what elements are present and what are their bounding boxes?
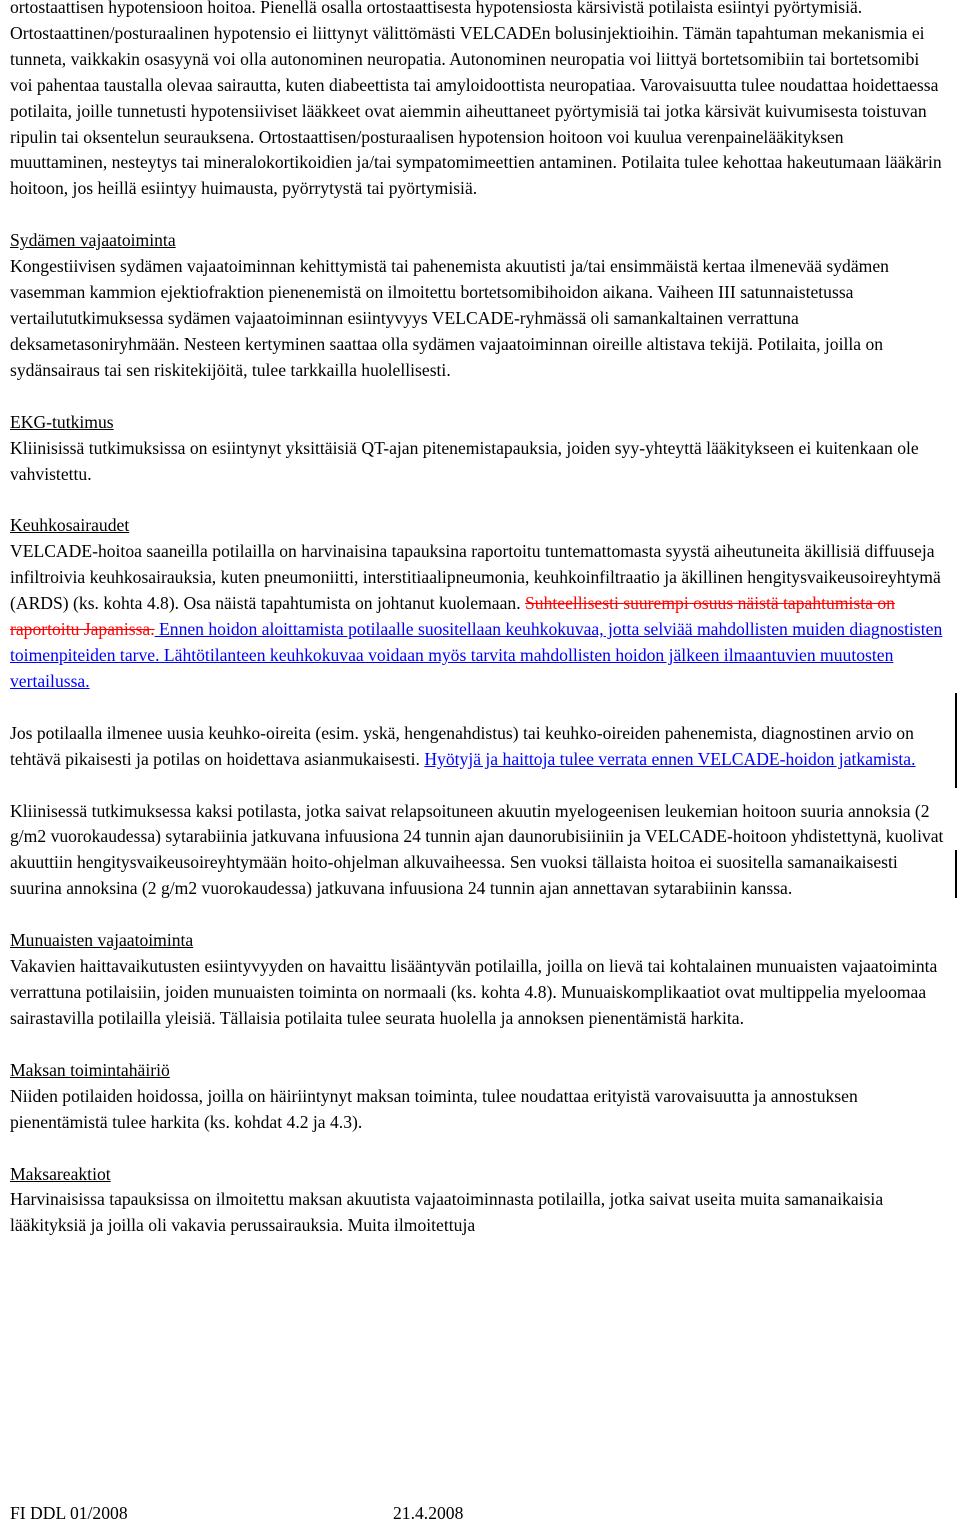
aml-study-paragraph: Kliinisessä tutkimuksessa kaksi potilasta, jotka saivat relapsoituneen akuutin myelogeenisen leukemian hoitoon suuria annoksia (2 g/m2 vuorokaudessa) sytarabiinia jatkuvana infuusiona 24 tunnin ajan daunorubisiiniin ja VELCADE-hoitoon yhdistettynä, kuolivat akuuttiin hengitysvaikeusoireyhtymään hoito-ohjelman alkuvaiheessa. Sen vuoksi tällaista hoitoa ei suositella samanaikaisesti suurina annoksina (2 g/m2 vuorokaudessa) jatkuvana infuusiona 24 tunnin ajan annettavan sytarabiinin kanssa. — [10, 800, 944, 899]
lung-disease-text: VELCADE-hoitoa saaneilla potilailla on harvinaisina tapauksina raportoitu tuntemattomasta syystä aiheutuneita äkillisiä diffuuseja infiltroivia keuhkosairauksia, kuten pneumoniitti, interstitiaalipneumonia, keuhkoinfiltraatio ja äkillinen hengitysvaikeusoireyhtymä (ARDS) (ks. kohta 4.8). Osa näistä tapahtumista on johtanut kuolemaan. — [10, 541, 941, 614]
revision-bar-2 — [955, 850, 957, 898]
kidney-heading: Munuaisten vajaatoiminta — [10, 930, 194, 951]
liver-dysfunction-heading: Maksan toimintahäiriö — [10, 1059, 170, 1080]
deleted-revision-text: Suhteellisesti suurempi osuus näistä tapahtumista on raportoitu Japanissa. — [10, 593, 895, 640]
lung-disease-paragraph — [10, 539, 945, 694]
lung-disease-heading: Keuhkosairaudet — [10, 515, 130, 536]
revision-bar — [955, 693, 957, 788]
heart-failure-paragraph: Kongestiivisen sydämen vajaatoiminnan kehittymistä tai pahenemista akuutisti ja/tai ensimmäistä kertaa ilmenevää sydämen vasemman kammion ejektiofraktion pienenemistä on ilmoitettu bortetsomibihoidon aikana. Vaiheen III satunnaistetussa vertailututkimuksessa sydämen vajaatoiminnan esiintyvyys VELCADE-ryhmässä oli samankaltainen verrattuna deksametasoniryhmään. Nesteen kertyminen saattaa olla sydämen vajaatoiminnan oireille altistava tekijä. Potilaita, joilla on sydänsairaus tai sen riskitekijöitä, tulee tarkkailla huolellisesti. — [10, 256, 889, 380]
footer-document-code: FI DDL 01/2008 — [10, 1503, 128, 1523]
liver-reactions-paragraph: Harvinaisissa tapauksissa on ilmoitettu maksan akuutista vajaatoiminnasta potilailla, jotka saivat useita muita samanaikaisia lääkityksiä ja joilla oli vakavia perussairauksia. Muita ilmoitettuja — [10, 1189, 884, 1236]
ekg-heading: EKG-tutkimus — [10, 411, 114, 432]
heart-failure-heading: Sydämen vajaatoiminta — [10, 230, 176, 251]
footer-date: 21.4.2008 — [393, 1503, 464, 1523]
document-page — [10, 0, 945, 1239]
lung-symptoms-paragraph — [10, 721, 945, 773]
kidney-paragraph: Vakavien haittavaikutusten esiintyvyyden on havaittu lisääntyvän potilailla, joilla on lievä tai kohtalainen munuaisten vajaatoiminta verrattuna potilaisiin, joiden munuaisten toiminta on normaali (ks. kohta 4.8). Munuaiskomplikaatiot ovat multippelia myeloomaa sairastavilla potilailla yleisiä. Tällaisia potilaita tulee seurata huolella ja annoksen pienentämistä harkita. — [10, 956, 938, 1028]
lung-symptoms-text: Jos potilaalla ilmenee uusia keuhko-oireita (esim. yskä, hengenahdistus) tai keuhko-oireiden pahenemista, diagnostinen arvio on tehtävä pikaisesti ja potilas on hoidettava asianmukaisesti. — [10, 722, 914, 769]
inserted-revision-text: Ennen hoidon aloittamista potilaalle suositellaan keuhkokuvaa, jotta selviää mahdollisten muiden diagnostisten toimenpiteiden tarve. Lähtötilanteen keuhkokuvaa voidaan myös tarvita mahdollisten hoidon jälkeen ilmaantuvien muutosten vertailussa. — [10, 619, 943, 691]
liver-dysfunction-paragraph: Niiden potilaiden hoidossa, joilla on häiriintynyt maksan toiminta, tulee noudattaa erityistä varovaisuutta ja annostuksen pienentämistä tulee harkita (ks. kohdat 4.2 ja 4.3). — [10, 1085, 858, 1132]
intro-paragraph: ortostaattisen hypotensioon hoitoa. Pienellä osalla ortostaattisesta hypotensiosta kärsivistä potilaista esiintyi pyörtymisiä. Ortostaattinen/posturaalinen hypotensio ei liittynyt välittömästi VELCADEn bolusinjektioihin. Tämän tapahtuman mekanismia ei tunneta, vaikkakin osasyynä voi olla autonominen neuropatia. Autonominen neuropatia voi liittyä bortetsomibiin tai bortetsomibi voi pahentaa taustalla olevaa sairautta, kuten diabeettista tai amyloidoottista neuropatiaa. Varovaisuutta tulee noudattaa hoidettaessa potilaita, joille tunnetusti hypotensiiviset lääkkeet ovat aiemmin aiheuttaneet pyörtymisiä tai jotka kärsivät kuivumisesta toistuvan ripulin tai oksentelun seurauksena. Ortostaattisen/posturaalisen hypotension hoitoon voi kuulua verenpainelääkityksen muuttaminen, nesteytys tai mineralokortikoidien ja/tai sympatomimeettien antaminen. Potilaita tulee kehottaa hakeutumaan lääkärin hoitoon, jos heillä esiintyy huimausta, pyörrytystä tai pyörtymisiä. — [10, 0, 942, 199]
inserted-revision-text-2: Hyötyjä ja haittoja tulee verrata ennen VELCADE-hoidon jatkamista. — [424, 748, 916, 769]
ekg-paragraph: Kliinisissä tutkimuksissa on esiintynyt yksittäisiä QT-ajan pitenemistapauksia, joiden syy-yhteyttä lääkitykseen ei kuitenkaan ole vahvistettu. — [10, 437, 919, 484]
liver-reactions-heading: Maksareaktiot — [10, 1163, 111, 1184]
